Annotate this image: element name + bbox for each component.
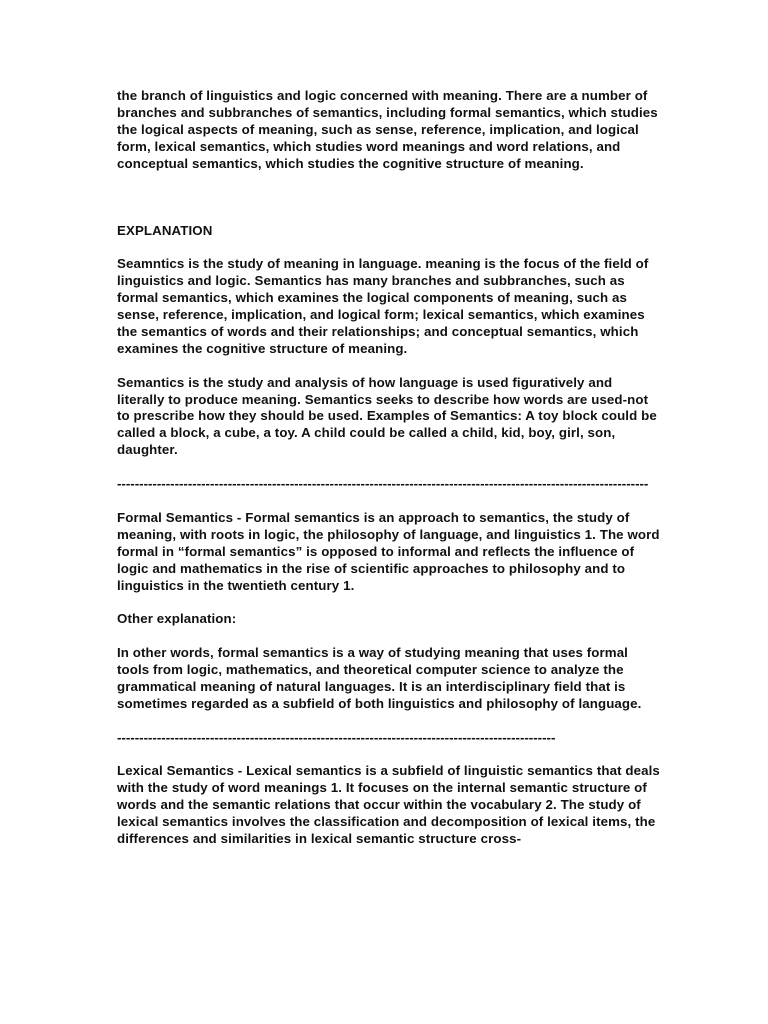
spacer bbox=[117, 239, 662, 256]
spacer bbox=[117, 493, 662, 510]
spacer bbox=[117, 713, 662, 730]
spacer bbox=[117, 173, 662, 223]
other-explanation-label: Other explanation: bbox=[117, 611, 237, 627]
formal-semantics-paragraph: Formal Semantics - Formal semantics is an approach to semantics, the study of meaning, with roots in logic, the philosophy of language, and linguistics 1. The word formal in “formal semantics” is opposed to informal and reflects the influence of logic and mathematics in the rise of scientific approaches to philosophy and to linguistics in the twentieth century 1. bbox=[117, 509, 660, 593]
explanation-paragraph-2: Semantics is the study and analysis of how language is used figuratively and literally to produce meaning. Semantics seeks to describe how words are used-not to prescribe how they should be used. Examples of Semantics: A toy block could be called a block, a cube, a toy. A child could be called a child, kid, boy, girl, son, daughter. bbox=[117, 374, 657, 458]
divider-line: --------------------------------------------------------------------------------------------------- bbox=[117, 729, 556, 745]
divider-line: ------------------------------------------------------------------------------------------------------------------------ bbox=[117, 476, 649, 492]
spacer bbox=[117, 358, 662, 375]
intro-paragraph: the branch of linguistics and logic concerned with meaning. There are a number of branches and subbranches of semantics, including formal semantics, which studies the logical aspects of meaning, such as sense, reference, implication, and logical form, lexical semantics, which studies word meanings and word relations, and conceptual semantics, which studies the cognitive structure of meaning. bbox=[117, 88, 658, 171]
spacer bbox=[117, 747, 662, 764]
spacer bbox=[117, 628, 662, 645]
explanation-paragraph-1: Seamntics is the study of meaning in language. meaning is the focus of the field of linguistics and logic. Semantics has many branches and subbranches, such as formal semantics, which examines the logical components of meaning, such as sense, reference, implication, and logical form; lexical semantics, which examines the semantics of words and their relationships; and conceptual semantics, which examines the cognitive structure of meaning. bbox=[117, 256, 649, 356]
lexical-semantics-paragraph: Lexical Semantics - Lexical semantics is a subfield of linguistic semantics that deals with the study of word meanings 1. It focuses on the internal semantic structure of words and the semantic relations that occur within the vocabulary 2. The study of lexical semantics involves the classification and decomposition of lexical items, the differences and similarities in lexical semantic structure cross- bbox=[117, 763, 660, 847]
spacer bbox=[117, 459, 662, 476]
document-page bbox=[117, 88, 662, 848]
explanation-heading: EXPLANATION bbox=[117, 222, 213, 238]
formal-semantics-other-paragraph: In other words, formal semantics is a way of studying meaning that uses formal tools from logic, mathematics, and theoretical computer science to analyze the grammatical meaning of natural languages. It is an interdisciplinary field that is sometimes regarded as a subfield of both linguistics and philosophy of language. bbox=[117, 645, 642, 711]
spacer bbox=[117, 594, 662, 611]
